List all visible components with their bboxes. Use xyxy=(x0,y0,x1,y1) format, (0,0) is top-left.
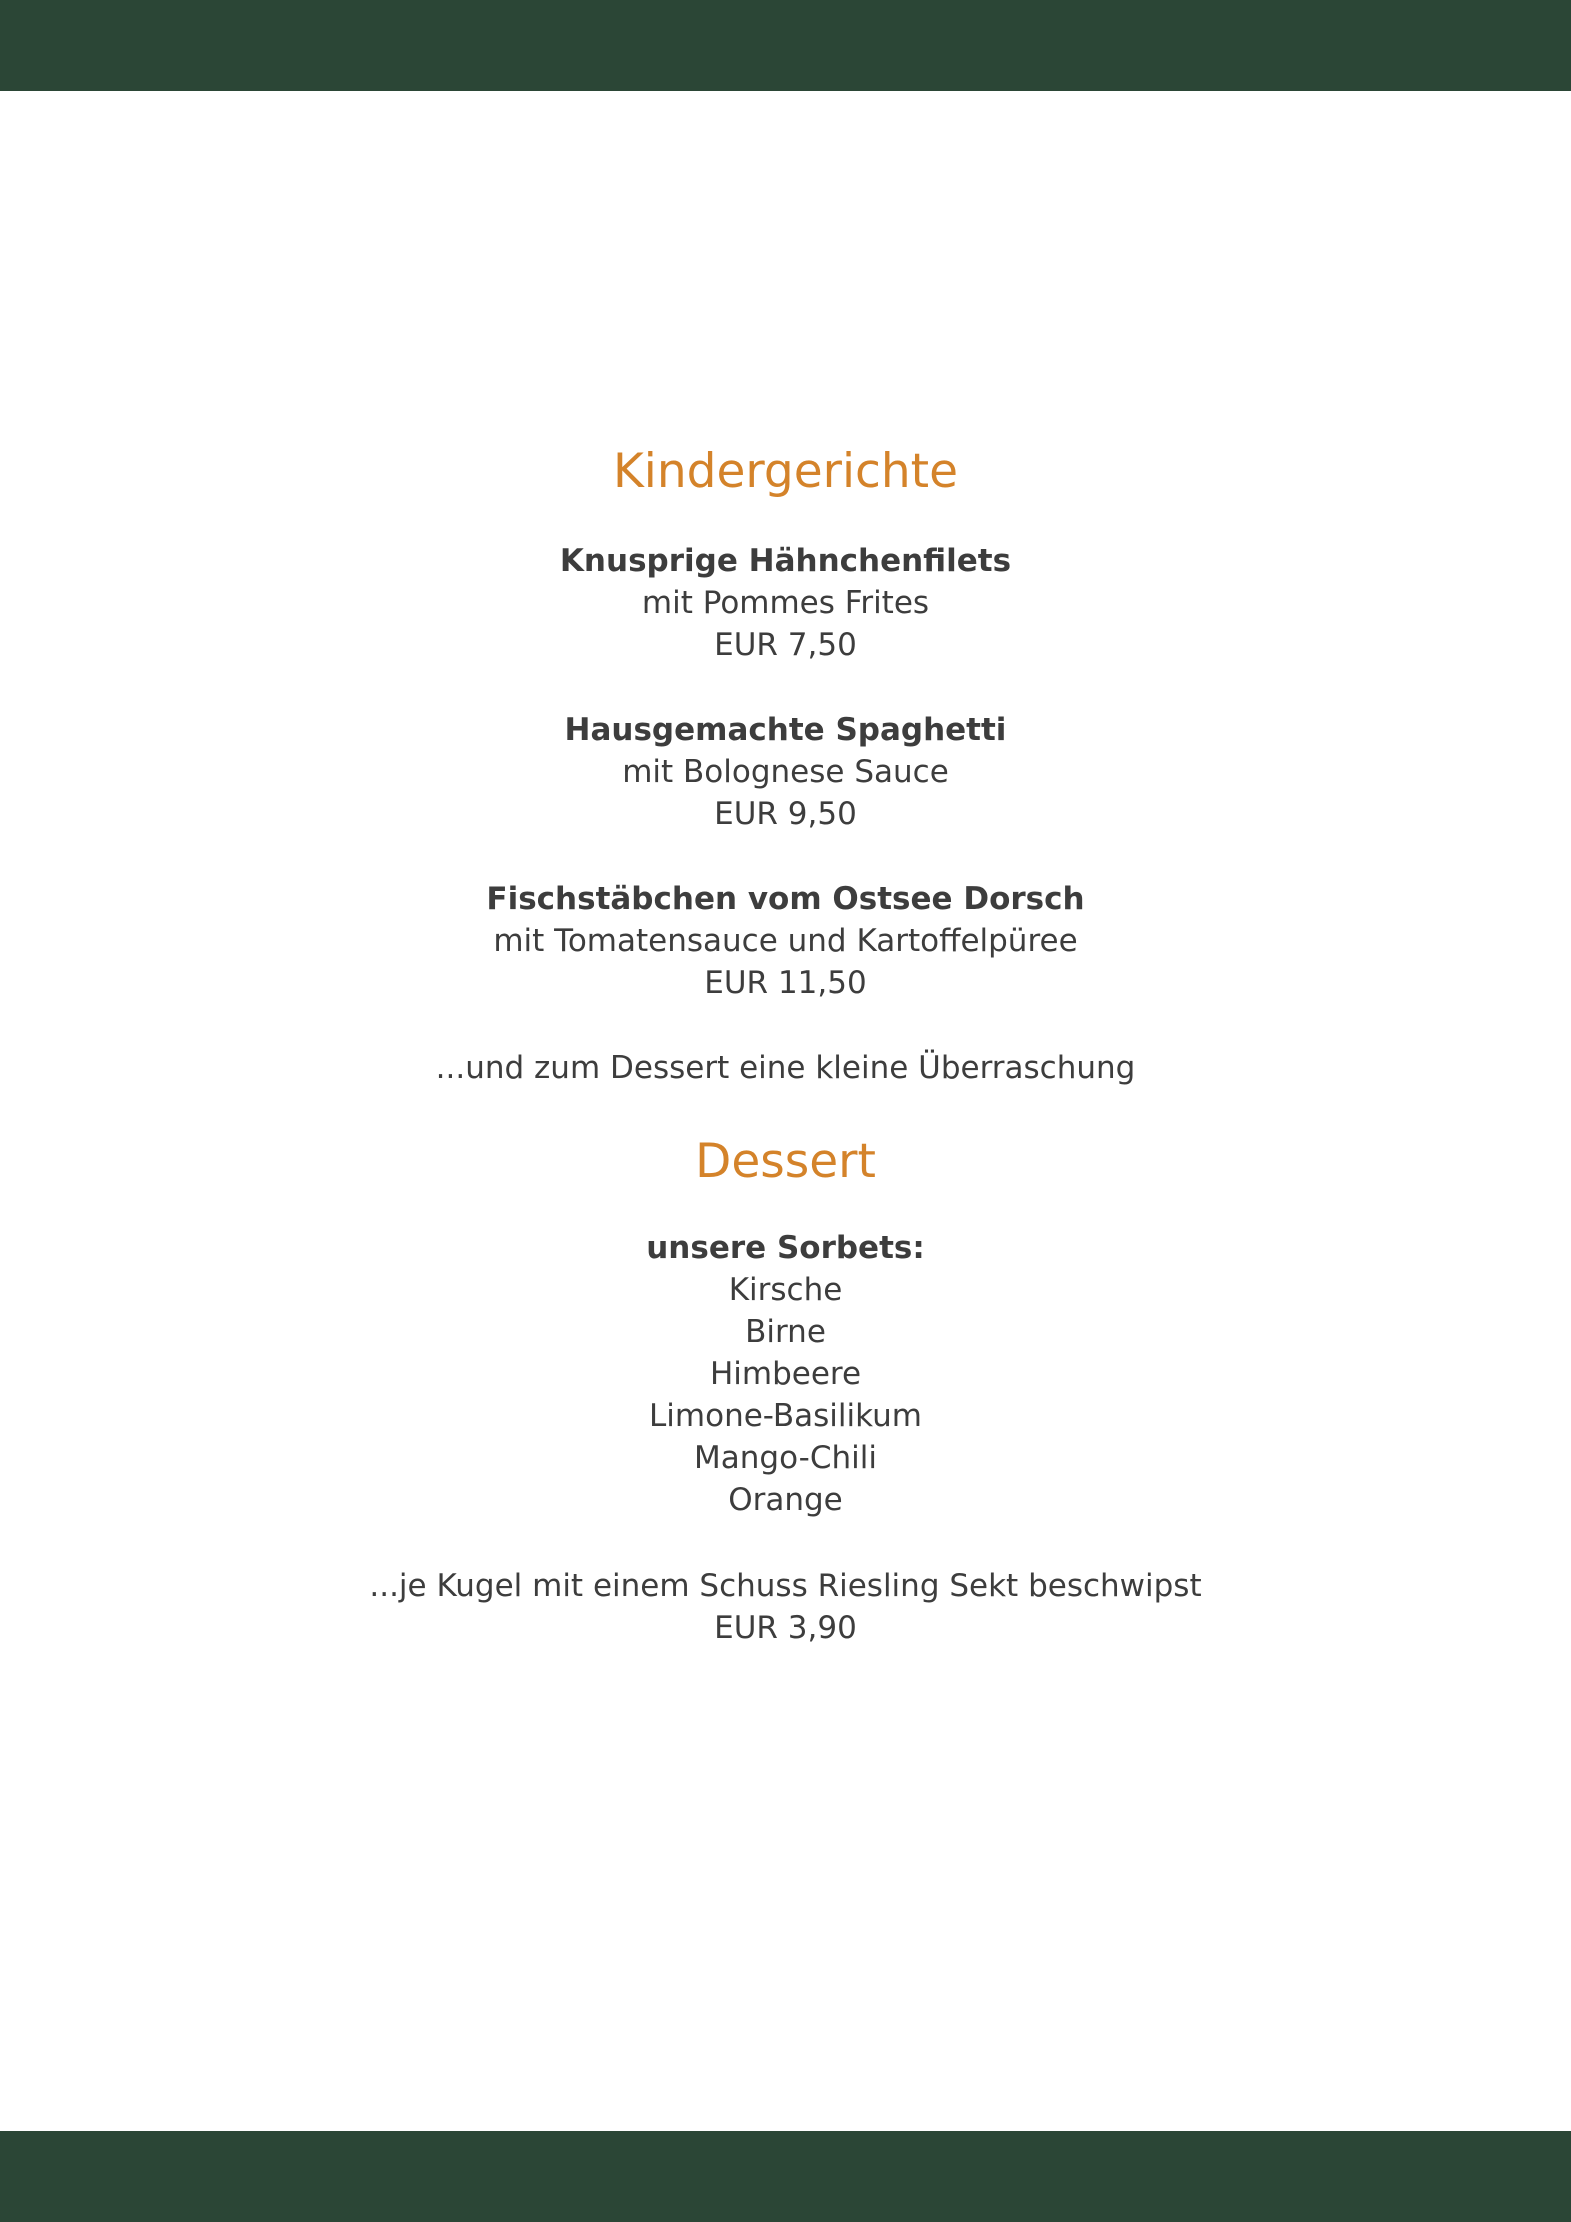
dish-name: Hausgemachte Spaghetti xyxy=(564,712,1007,748)
sorbet-flavor: Mango-Chili xyxy=(694,1440,877,1476)
bottom-band xyxy=(0,2131,1571,2222)
dish-description: mit Pommes Frites xyxy=(641,585,930,621)
dish-description: mit Tomatensauce und Kartoffelpüree xyxy=(493,923,1078,959)
sorbet-flavor: Limone-Basilikum xyxy=(649,1398,922,1434)
dish-price: EUR 9,50 xyxy=(714,796,857,832)
dish-price: EUR 7,50 xyxy=(714,627,857,663)
sorbet-flavor: Orange xyxy=(728,1482,843,1518)
dish-price: EUR 11,50 xyxy=(704,965,867,1001)
dessert-surprise-note: ...und zum Dessert eine kleine Überraschung xyxy=(435,1050,1136,1086)
sorbets-label: unsere Sorbets: xyxy=(646,1230,925,1266)
sorbet-note: ...je Kugel mit einem Schuss Riesling Sekt beschwipst xyxy=(369,1568,1202,1604)
sorbet-flavor: Himbeere xyxy=(709,1356,862,1392)
sorbet-flavor: Birne xyxy=(745,1314,826,1350)
section-title-kindergerichte: Kindergerichte xyxy=(612,444,959,499)
sorbet-price: EUR 3,90 xyxy=(714,1610,857,1646)
sorbet-flavor: Kirsche xyxy=(728,1272,843,1308)
dish-description: mit Bolognese Sauce xyxy=(622,754,949,790)
section-title-dessert: Dessert xyxy=(695,1134,876,1189)
top-band xyxy=(0,0,1571,91)
dish-name: Fischstäbchen vom Ostsee Dorsch xyxy=(486,881,1085,917)
dish-name: Knusprige Hähnchenfilets xyxy=(559,543,1012,579)
